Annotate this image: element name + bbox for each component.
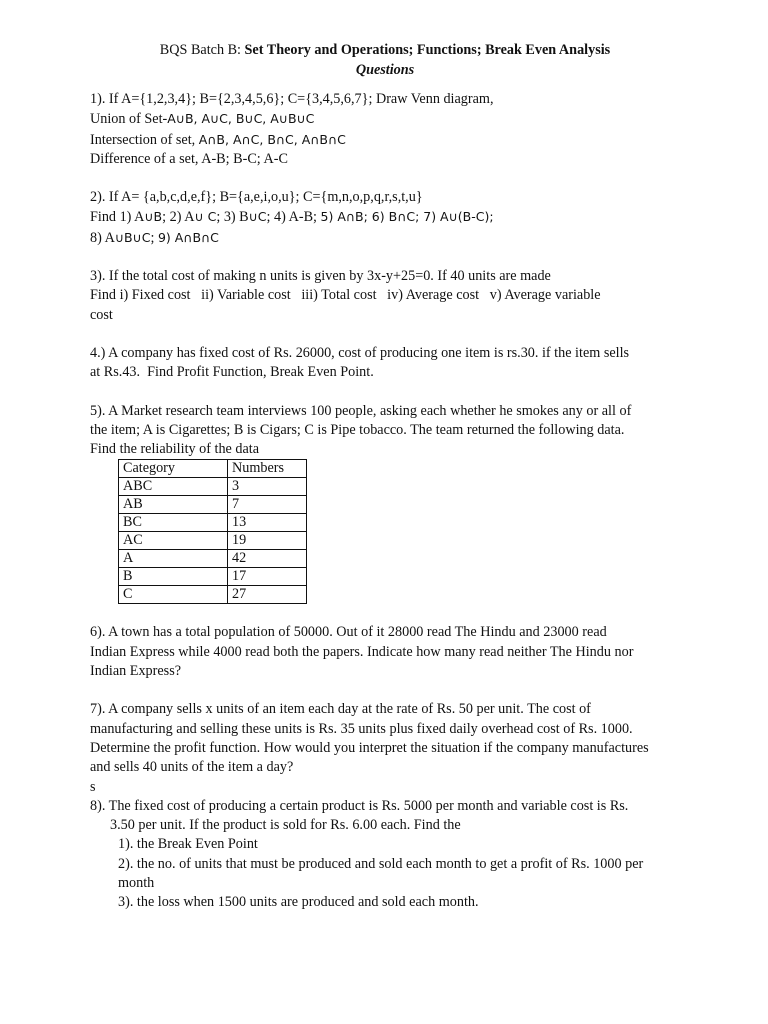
q2-line-3 [90, 228, 680, 248]
spacer [90, 325, 680, 344]
q5-line-2: the item; A is Cigarettes; B is Cigars; C is Pipe tobacco. The team returned the following data. [90, 421, 625, 438]
q2-sym: 9) A∩B∩C [157, 229, 219, 245]
q1-intersection-sets: A∩B, A∩C, B∩C, A∩B∩C [198, 131, 346, 147]
spacer [90, 681, 680, 700]
q1-line-1: 1). If A={1,2,3,4}; B={2,3,4,5,6}; C={3,4,5,6,7}; Draw Venn diagram, [90, 91, 494, 107]
table-cell-number: 7 [228, 496, 307, 514]
q8-line-1: 8). The fixed cost of producing a certain product is Rs. 5000 per month and variable cost is Rs. [90, 797, 629, 814]
document-page [90, 40, 680, 913]
stray-character: s [90, 778, 96, 795]
question-5 [90, 402, 680, 605]
table-row [119, 586, 307, 604]
q2-sym: 5) A∩B; 6) B∩C; 7) A∪(B-C); [320, 209, 494, 225]
q3-line-2: Find i) Fixed cost ii) Variable cost iii) Total cost iv) Average cost v) Average variable [90, 287, 601, 304]
q2-text: ; 4) A-B; [266, 209, 321, 226]
q2-text: Find 1) A [90, 209, 145, 226]
q2-sym: ∪ C [194, 209, 217, 225]
q7-line-3: Determine the profit function. How would you interpret the situation if the company manufactures [90, 739, 649, 756]
table-cell-number: 17 [228, 568, 307, 586]
q6-line-3: Indian Express? [90, 663, 182, 680]
table-cell-category: BC [119, 514, 228, 532]
spacer [90, 383, 680, 402]
q2-line-1: 2). If A= {a,b,c,d,e,f}; B={a,e,i,o,u}; C={m,n,o,p,q,r,s,t,u} [90, 189, 423, 206]
question-1 [90, 90, 680, 169]
table-cell-category: B [119, 568, 228, 586]
q2-text: 8) A [90, 229, 115, 246]
table-cell-category: AC [119, 532, 228, 550]
q1-union-label: Union of Set- [90, 111, 168, 128]
table-cell-number: 13 [228, 514, 307, 532]
table-cell-category: AB [119, 496, 228, 514]
table-row [119, 550, 307, 568]
q2-text: ; 2) A [162, 209, 195, 226]
table-header-numbers: Numbers [228, 460, 307, 478]
question-4 [90, 344, 680, 383]
q7-line-2: manufacturing and selling these units is Rs. 35 units plus fixed daily overhead cost of Rs. 1000. [90, 720, 633, 737]
q8-item-3: 3). the loss when 1500 units are produced and sold each month. [118, 894, 479, 911]
table-row [119, 568, 307, 586]
table-cell-number: 27 [228, 586, 307, 604]
q5-line-3: Find the reliability of the data [90, 441, 260, 458]
table-row [119, 496, 307, 514]
q4-line-2: at Rs.43. Find Profit Function, Break Even Point. [90, 364, 374, 381]
q1-line-4: Difference of a set, A-B; B-C; A-C [90, 150, 288, 167]
q8-item-1: 1). the Break Even Point [118, 836, 258, 853]
spacer [90, 169, 680, 188]
q6-line-2: Indian Express while 4000 read both the papers. Indicate how many read neither The Hindu nor [90, 643, 634, 660]
table-row [119, 532, 307, 550]
q6-line-1: 6). A town has a total population of 50000. Out of it 28000 read The Hindu and 23000 read [90, 624, 607, 641]
table-header-category: Category [119, 460, 228, 478]
table-cell-category: C [119, 586, 228, 604]
table-cell-number: 42 [228, 550, 307, 568]
q2-text: ; 3) B [216, 209, 249, 226]
page-subtitle: Questions [355, 62, 415, 78]
table-row [119, 514, 307, 532]
q2-sym: ∪B∪C [114, 229, 151, 245]
table-cell-number: 3 [228, 478, 307, 496]
q8-line-2: 3.50 per unit. If the product is sold for Rs. 6.00 each. Find the [110, 817, 461, 834]
question-2 [90, 188, 680, 248]
category-table [118, 459, 307, 604]
spacer [90, 248, 680, 267]
q1-line-2 [90, 109, 680, 129]
table-cell-category: A [119, 550, 228, 568]
table-row [119, 478, 307, 496]
q2-text: ; [150, 229, 158, 246]
q7-line-4: and sells 40 units of the item a day? [90, 759, 294, 776]
page-title [90, 40, 680, 60]
title-topics: Set Theory and Operations; Functions; Break Even Analysis [244, 42, 611, 58]
q3-line-1: 3). If the total cost of making n units is given by 3x-y+25=0. If 40 units are made [90, 268, 551, 285]
q3-line-3: cost [90, 306, 113, 323]
table-header-row [119, 460, 307, 478]
q1-intersection-label: Intersection of set, [90, 131, 199, 148]
title-prefix: BQS Batch B: [159, 42, 245, 58]
q2-line-2 [90, 207, 680, 227]
table-cell-number: 19 [228, 532, 307, 550]
question-8 [90, 797, 680, 913]
q5-line-1: 5). A Market research team interviews 100 people, asking each whether he smokes any or all of [90, 402, 632, 419]
question-3 [90, 267, 680, 325]
q2-sym: ∪C [248, 209, 267, 225]
table-cell-category: ABC [119, 478, 228, 496]
q1-union-sets: A∪B, A∪C, B∪C, A∪B∪C [167, 111, 315, 127]
question-6 [90, 623, 680, 681]
q7-line-1: 7). A company sells x units of an item each day at the rate of Rs. 50 per unit. The cost of [90, 701, 591, 718]
q1-line-3 [90, 130, 680, 150]
q4-line-1: 4.) A company has fixed cost of Rs. 26000, cost of producing one item is rs.30. if the item sells [90, 344, 630, 361]
q8-item-2: 2). the no. of units that must be produced and sold each month to get a profit of Rs. 1000 per [118, 855, 644, 872]
q8-item-2-cont: month [118, 875, 155, 892]
spacer [90, 604, 680, 623]
question-7 [90, 700, 680, 796]
q2-sym: ∪B [144, 209, 163, 225]
